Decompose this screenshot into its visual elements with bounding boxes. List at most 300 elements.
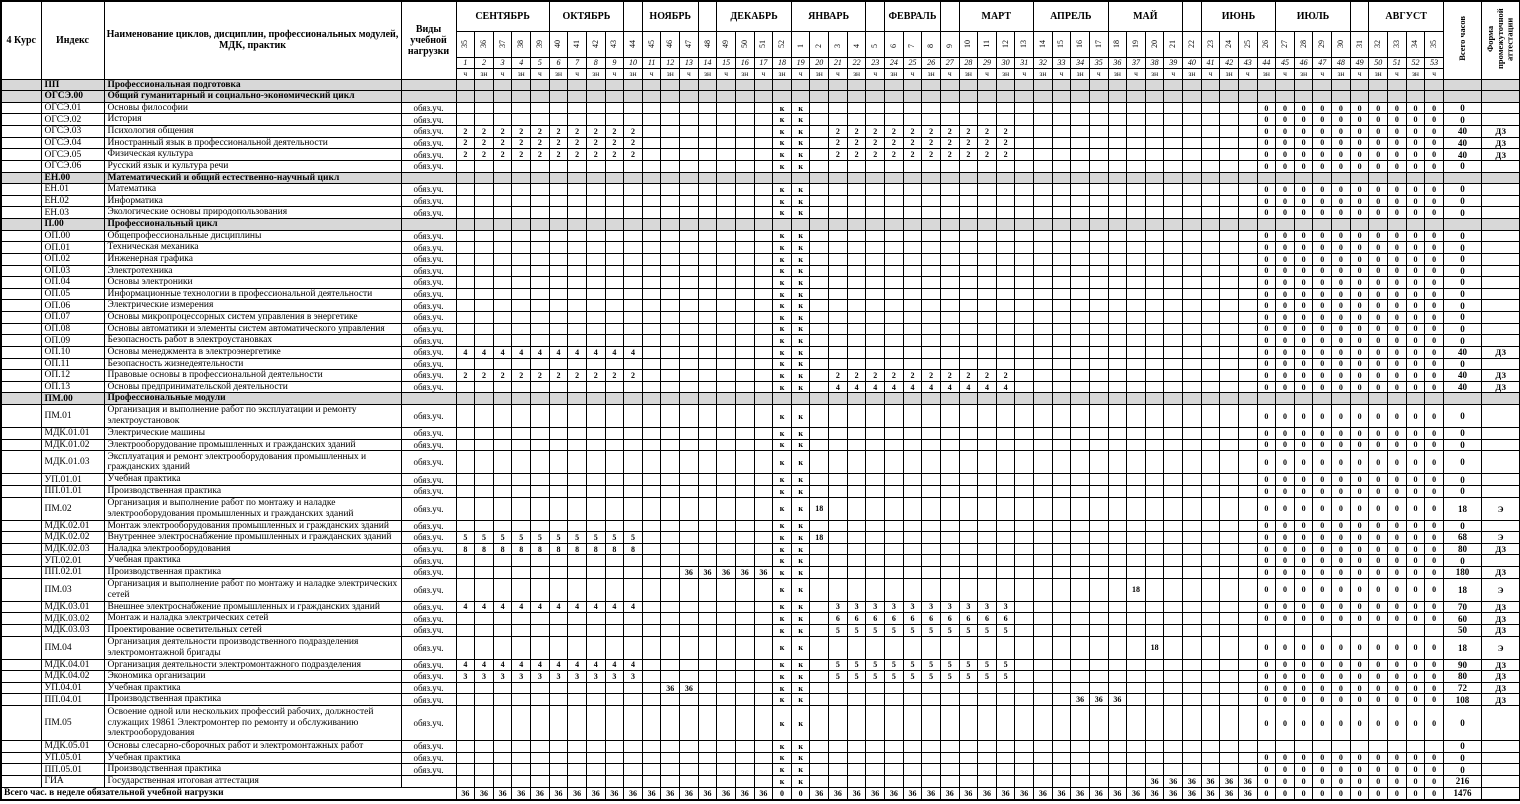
- week-cell: [717, 195, 736, 207]
- week-cell: [531, 253, 550, 265]
- week-cell: [698, 91, 717, 103]
- week-cell: [885, 775, 904, 787]
- week-cell: [1201, 520, 1220, 532]
- week-cell: [1369, 219, 1388, 231]
- week-cell: [642, 370, 661, 382]
- week-cell: [1238, 172, 1257, 184]
- week-cell: [475, 682, 494, 694]
- week-cell: [978, 428, 997, 440]
- week-cell: 3: [903, 601, 922, 613]
- week-cell: [754, 253, 773, 265]
- week-cell: [475, 764, 494, 776]
- week-cell: к: [791, 485, 810, 497]
- week-cell: [1238, 405, 1257, 428]
- week-cell: [661, 207, 680, 219]
- week-cell: [1071, 451, 1090, 474]
- week-cell: [1201, 312, 1220, 324]
- week-cell: 0: [1350, 567, 1369, 579]
- week-cell: 3: [456, 671, 475, 683]
- week-cell: [1108, 613, 1127, 625]
- week-cell: 0: [1294, 381, 1313, 393]
- week-cell: к: [773, 346, 792, 358]
- week-cell: [754, 613, 773, 625]
- week-cell: 0: [1276, 532, 1295, 544]
- week-cell: [1183, 428, 1202, 440]
- week-cell: к: [773, 230, 792, 242]
- index-cell: ОП.00: [41, 230, 104, 242]
- footer-week-cell: 0: [1388, 787, 1407, 800]
- week-cell: [922, 160, 941, 172]
- sequence-week-header: 19: [791, 57, 810, 68]
- index-cell: ГИА: [41, 775, 104, 787]
- week-cell: [512, 613, 531, 625]
- week-cell: [1034, 428, 1053, 440]
- week-cell: 0: [1369, 230, 1388, 242]
- week-cell: [1238, 312, 1257, 324]
- week-cell: [1164, 520, 1183, 532]
- week-cell: [493, 694, 512, 706]
- week-cell: [1089, 624, 1108, 636]
- week-cell: 0: [1388, 775, 1407, 787]
- index-cell: УП.05.01: [41, 752, 104, 764]
- week-cell: 0: [1388, 346, 1407, 358]
- week-cell: 5: [903, 671, 922, 683]
- total-hours-cell: [1443, 219, 1481, 231]
- week-cell: [1183, 543, 1202, 555]
- week-cell: [642, 102, 661, 114]
- week-cell: 5: [922, 624, 941, 636]
- week-cell: [1034, 671, 1053, 683]
- week-cell: [885, 439, 904, 451]
- week-cell: [810, 405, 829, 428]
- week-cell: [829, 184, 848, 196]
- month-gap-header: [624, 1, 643, 31]
- total-hours-cell: 0: [1443, 300, 1481, 312]
- week-cell: [1201, 184, 1220, 196]
- total-hours-cell: [1443, 91, 1481, 103]
- week-cell: 0: [1425, 126, 1444, 138]
- week-cell: [978, 775, 997, 787]
- week-cell: 0: [1350, 671, 1369, 683]
- month-gap-header: [1350, 1, 1369, 31]
- week-cell: [940, 102, 959, 114]
- week-cell: [717, 172, 736, 184]
- discipline-name-cell: Безопасность жизнедеятельности: [104, 358, 401, 370]
- week-cell: [1220, 543, 1239, 555]
- total-hours-cell: [1443, 393, 1481, 405]
- discipline-row: [1, 752, 1520, 764]
- week-cell: [1034, 126, 1053, 138]
- course-header: 4 Курс: [1, 1, 41, 79]
- week-cell: [1238, 682, 1257, 694]
- week-cell: [1015, 219, 1034, 231]
- week-cell: [1201, 149, 1220, 161]
- week-cell: [940, 230, 959, 242]
- week-cell: [475, 242, 494, 254]
- week-cell: [568, 624, 587, 636]
- sequence-week-header: 36: [1108, 57, 1127, 68]
- discipline-row: [1, 659, 1520, 671]
- week-cell: [549, 567, 568, 579]
- week-cell: [1108, 555, 1127, 567]
- footer-week-cell: 0: [1313, 787, 1332, 800]
- week-cell: 4: [568, 659, 587, 671]
- week-cell: 0: [1388, 195, 1407, 207]
- week-cell: [1034, 149, 1053, 161]
- week-cell: [1238, 428, 1257, 440]
- course-cell: [1, 567, 41, 579]
- week-cell: [512, 624, 531, 636]
- week-cell: [978, 752, 997, 764]
- week-cell: 0: [1276, 160, 1295, 172]
- week-cell: [1164, 485, 1183, 497]
- week-cell: 0: [1369, 160, 1388, 172]
- week-cell: 2: [829, 149, 848, 161]
- index-cell: ОП.03: [41, 265, 104, 277]
- index-cell: ПМ.02: [41, 497, 104, 520]
- week-cell: 0: [1294, 114, 1313, 126]
- week-cell: 0: [1332, 613, 1351, 625]
- week-cell: [978, 288, 997, 300]
- week-cell: 5: [922, 659, 941, 671]
- week-cell: [866, 172, 885, 184]
- week-cell: [680, 601, 699, 613]
- week-cell: [847, 230, 866, 242]
- week-cell: к: [773, 624, 792, 636]
- week-cell: [549, 485, 568, 497]
- week-cell: [978, 764, 997, 776]
- week-cell: [1015, 752, 1034, 764]
- week-cell: [512, 405, 531, 428]
- week-cell: [1164, 601, 1183, 613]
- week-cell: [1201, 405, 1220, 428]
- week-cell: [717, 694, 736, 706]
- week-cell: [586, 775, 605, 787]
- week-cell: 0: [1276, 578, 1295, 601]
- week-cell: 0: [1350, 102, 1369, 114]
- week-cell: 0: [1276, 265, 1295, 277]
- week-cell: [586, 335, 605, 347]
- course-cell: [1, 335, 41, 347]
- week-cell: 4: [959, 381, 978, 393]
- week-cell: [642, 126, 661, 138]
- sequence-week-header: 40: [1183, 57, 1202, 68]
- week-cell: [512, 300, 531, 312]
- week-cell: 0: [1257, 312, 1276, 324]
- week-cell: 0: [1369, 497, 1388, 520]
- week-cell: к: [773, 288, 792, 300]
- week-cell: [754, 775, 773, 787]
- week-cell: [1332, 741, 1351, 753]
- sequence-week-header: 14: [698, 57, 717, 68]
- week-cell: 0: [1294, 439, 1313, 451]
- footer-week-cell: 36: [1164, 787, 1183, 800]
- week-cell: 0: [1313, 277, 1332, 289]
- week-cell: [1052, 172, 1071, 184]
- week-cell: [568, 381, 587, 393]
- week-cell: 0: [1369, 114, 1388, 126]
- week-cell: [978, 346, 997, 358]
- week-cell: 0: [1332, 636, 1351, 659]
- week-cell: 0: [1406, 451, 1425, 474]
- week-cell: 0: [1388, 335, 1407, 347]
- attestation-form-cell: [1481, 706, 1520, 741]
- week-cell: [922, 578, 941, 601]
- week-cell: [754, 706, 773, 741]
- week-cell: [1238, 393, 1257, 405]
- calendar-week-number: 12: [1000, 40, 1010, 48]
- week-cell: 0: [1313, 358, 1332, 370]
- week-cell: [1220, 195, 1239, 207]
- week-cell: 0: [1257, 288, 1276, 300]
- week-cell: 0: [1313, 671, 1332, 683]
- calendar-week-number: 40: [553, 40, 563, 48]
- week-cell: [1201, 300, 1220, 312]
- week-cell: [1145, 335, 1164, 347]
- week-cell: [922, 265, 941, 277]
- week-cell: [1052, 520, 1071, 532]
- attestation-form-cell: [1481, 172, 1520, 184]
- week-cell: [1164, 335, 1183, 347]
- total-hours-cell: 0: [1443, 288, 1481, 300]
- week-cell: [493, 405, 512, 428]
- week-cell: [698, 230, 717, 242]
- sequence-week-header: 2: [475, 57, 494, 68]
- week-cell: [624, 567, 643, 579]
- week-cell: [754, 79, 773, 91]
- week-cell: [1127, 370, 1146, 382]
- week-cell: [940, 312, 959, 324]
- week-cell: [922, 79, 941, 91]
- week-cell: 0: [1388, 555, 1407, 567]
- week-cell: [493, 300, 512, 312]
- load-type-cell: обяз.уч.: [401, 370, 456, 382]
- week-cell: 0: [1332, 265, 1351, 277]
- week-cell: [1052, 451, 1071, 474]
- week-cell: [1089, 428, 1108, 440]
- week-cell: [531, 288, 550, 300]
- week-cell: [1071, 114, 1090, 126]
- week-cell: [605, 253, 624, 265]
- week-cell: [661, 253, 680, 265]
- week-cell: 0: [1332, 242, 1351, 254]
- course-cell: [1, 184, 41, 196]
- week-cell: [940, 706, 959, 741]
- week-cell: [1164, 195, 1183, 207]
- week-cell: [605, 474, 624, 486]
- calendar-week-number: 44: [627, 40, 637, 48]
- week-cell: 0: [1276, 485, 1295, 497]
- sequence-week-header: 53: [1425, 57, 1444, 68]
- week-cell: [959, 219, 978, 231]
- week-cell: к: [791, 682, 810, 694]
- week-cell: [531, 184, 550, 196]
- week-cell: [661, 485, 680, 497]
- attestation-form-cell: ДЗ: [1481, 613, 1520, 625]
- week-cell: [1145, 393, 1164, 405]
- week-cell: к: [773, 137, 792, 149]
- week-cell: 0: [1350, 764, 1369, 776]
- week-cell: [1238, 230, 1257, 242]
- week-type-header: ч: [1313, 68, 1332, 79]
- week-cell: [493, 265, 512, 277]
- sequence-week-header: 8: [586, 57, 605, 68]
- week-cell: 0: [1406, 149, 1425, 161]
- week-cell: [456, 323, 475, 335]
- week-cell: [735, 91, 754, 103]
- week-cell: [1052, 405, 1071, 428]
- week-cell: [475, 358, 494, 370]
- week-cell: [1201, 752, 1220, 764]
- week-cell: 4: [568, 346, 587, 358]
- week-cell: 0: [1350, 752, 1369, 764]
- week-cell: [642, 184, 661, 196]
- discipline-row: [1, 741, 1520, 753]
- discipline-row: [1, 682, 1520, 694]
- week-cell: [810, 288, 829, 300]
- week-cell: [717, 381, 736, 393]
- week-cell: [940, 636, 959, 659]
- week-cell: 4: [624, 659, 643, 671]
- week-cell: 0: [1425, 520, 1444, 532]
- calendar-week-header: [1406, 31, 1425, 57]
- week-cell: [1257, 172, 1276, 184]
- week-cell: [1108, 428, 1127, 440]
- week-cell: [922, 555, 941, 567]
- week-cell: [698, 160, 717, 172]
- week-cell: [866, 752, 885, 764]
- week-cell: к: [791, 405, 810, 428]
- week-cell: 0: [1406, 230, 1425, 242]
- sequence-week-header: 29: [978, 57, 997, 68]
- week-cell: [866, 312, 885, 324]
- calendar-week-number: 32: [1373, 40, 1383, 48]
- sequence-week-header: 46: [1294, 57, 1313, 68]
- week-cell: [810, 219, 829, 231]
- week-cell: [735, 682, 754, 694]
- week-cell: 0: [1332, 601, 1351, 613]
- week-cell: [512, 335, 531, 347]
- week-cell: [586, 636, 605, 659]
- calendar-week-header: [1350, 31, 1369, 57]
- week-cell: [885, 312, 904, 324]
- week-cell: к: [773, 741, 792, 753]
- week-cell: [680, 288, 699, 300]
- course-cell: [1, 160, 41, 172]
- week-cell: [531, 474, 550, 486]
- load-type-cell: обяз.уч.: [401, 671, 456, 683]
- week-cell: [735, 694, 754, 706]
- week-cell: [1201, 160, 1220, 172]
- week-cell: [698, 428, 717, 440]
- week-cell: [735, 764, 754, 776]
- week-cell: [754, 474, 773, 486]
- course-cell: [1, 195, 41, 207]
- week-cell: [661, 659, 680, 671]
- week-type-header: ч: [754, 68, 773, 79]
- week-cell: 0: [1406, 682, 1425, 694]
- week-cell: [903, 207, 922, 219]
- week-cell: [512, 393, 531, 405]
- week-cell: [586, 682, 605, 694]
- week-cell: [996, 741, 1015, 753]
- week-cell: 18: [1145, 636, 1164, 659]
- week-cell: 0: [1313, 555, 1332, 567]
- week-cell: 0: [1369, 671, 1388, 683]
- week-cell: [493, 288, 512, 300]
- week-cell: [978, 636, 997, 659]
- week-cell: [717, 288, 736, 300]
- week-cell: 0: [1369, 474, 1388, 486]
- week-cell: [959, 764, 978, 776]
- discipline-name-cell: Экологические основы природопользования: [104, 207, 401, 219]
- week-cell: 0: [1294, 160, 1313, 172]
- week-cell: [847, 578, 866, 601]
- week-cell: [1145, 752, 1164, 764]
- week-cell: [940, 485, 959, 497]
- week-cell: [1034, 474, 1053, 486]
- week-cell: [1201, 358, 1220, 370]
- week-cell: 0: [1257, 601, 1276, 613]
- attestation-form-cell: [1481, 195, 1520, 207]
- section-row: [1, 393, 1520, 405]
- week-cell: [661, 671, 680, 683]
- week-cell: [568, 79, 587, 91]
- week-cell: [642, 497, 661, 520]
- week-cell: [512, 288, 531, 300]
- week-cell: [829, 393, 848, 405]
- week-cell: [1015, 428, 1034, 440]
- week-cell: [717, 137, 736, 149]
- discipline-row: [1, 102, 1520, 114]
- week-cell: [1089, 126, 1108, 138]
- week-cell: [1183, 474, 1202, 486]
- week-cell: [1388, 393, 1407, 405]
- week-cell: [903, 451, 922, 474]
- total-hours-cell: 70: [1443, 601, 1481, 613]
- week-cell: [959, 741, 978, 753]
- total-hours-cell: 0: [1443, 160, 1481, 172]
- week-cell: [717, 370, 736, 382]
- week-cell: [568, 775, 587, 787]
- discipline-name-cell: Профессиональный цикл: [104, 219, 401, 231]
- week-cell: 0: [1350, 613, 1369, 625]
- week-cell: [922, 230, 941, 242]
- week-cell: [829, 172, 848, 184]
- month-header: СЕНТЯБРЬ: [456, 1, 549, 31]
- week-cell: [1220, 451, 1239, 474]
- week-cell: [605, 393, 624, 405]
- week-cell: к: [791, 694, 810, 706]
- week-cell: 36: [1238, 775, 1257, 787]
- week-cell: [1071, 149, 1090, 161]
- week-cell: 5: [829, 659, 848, 671]
- week-cell: [661, 79, 680, 91]
- week-cell: [847, 114, 866, 126]
- week-type-header: зн: [661, 68, 680, 79]
- week-cell: [531, 195, 550, 207]
- week-cell: [810, 79, 829, 91]
- week-cell: [810, 752, 829, 764]
- calendar-week-number: 23: [1205, 40, 1215, 48]
- week-cell: 2: [978, 126, 997, 138]
- week-cell: [586, 381, 605, 393]
- week-cell: [549, 242, 568, 254]
- week-cell: [829, 405, 848, 428]
- week-cell: 0: [1257, 451, 1276, 474]
- week-cell: 0: [1425, 277, 1444, 289]
- week-cell: [661, 532, 680, 544]
